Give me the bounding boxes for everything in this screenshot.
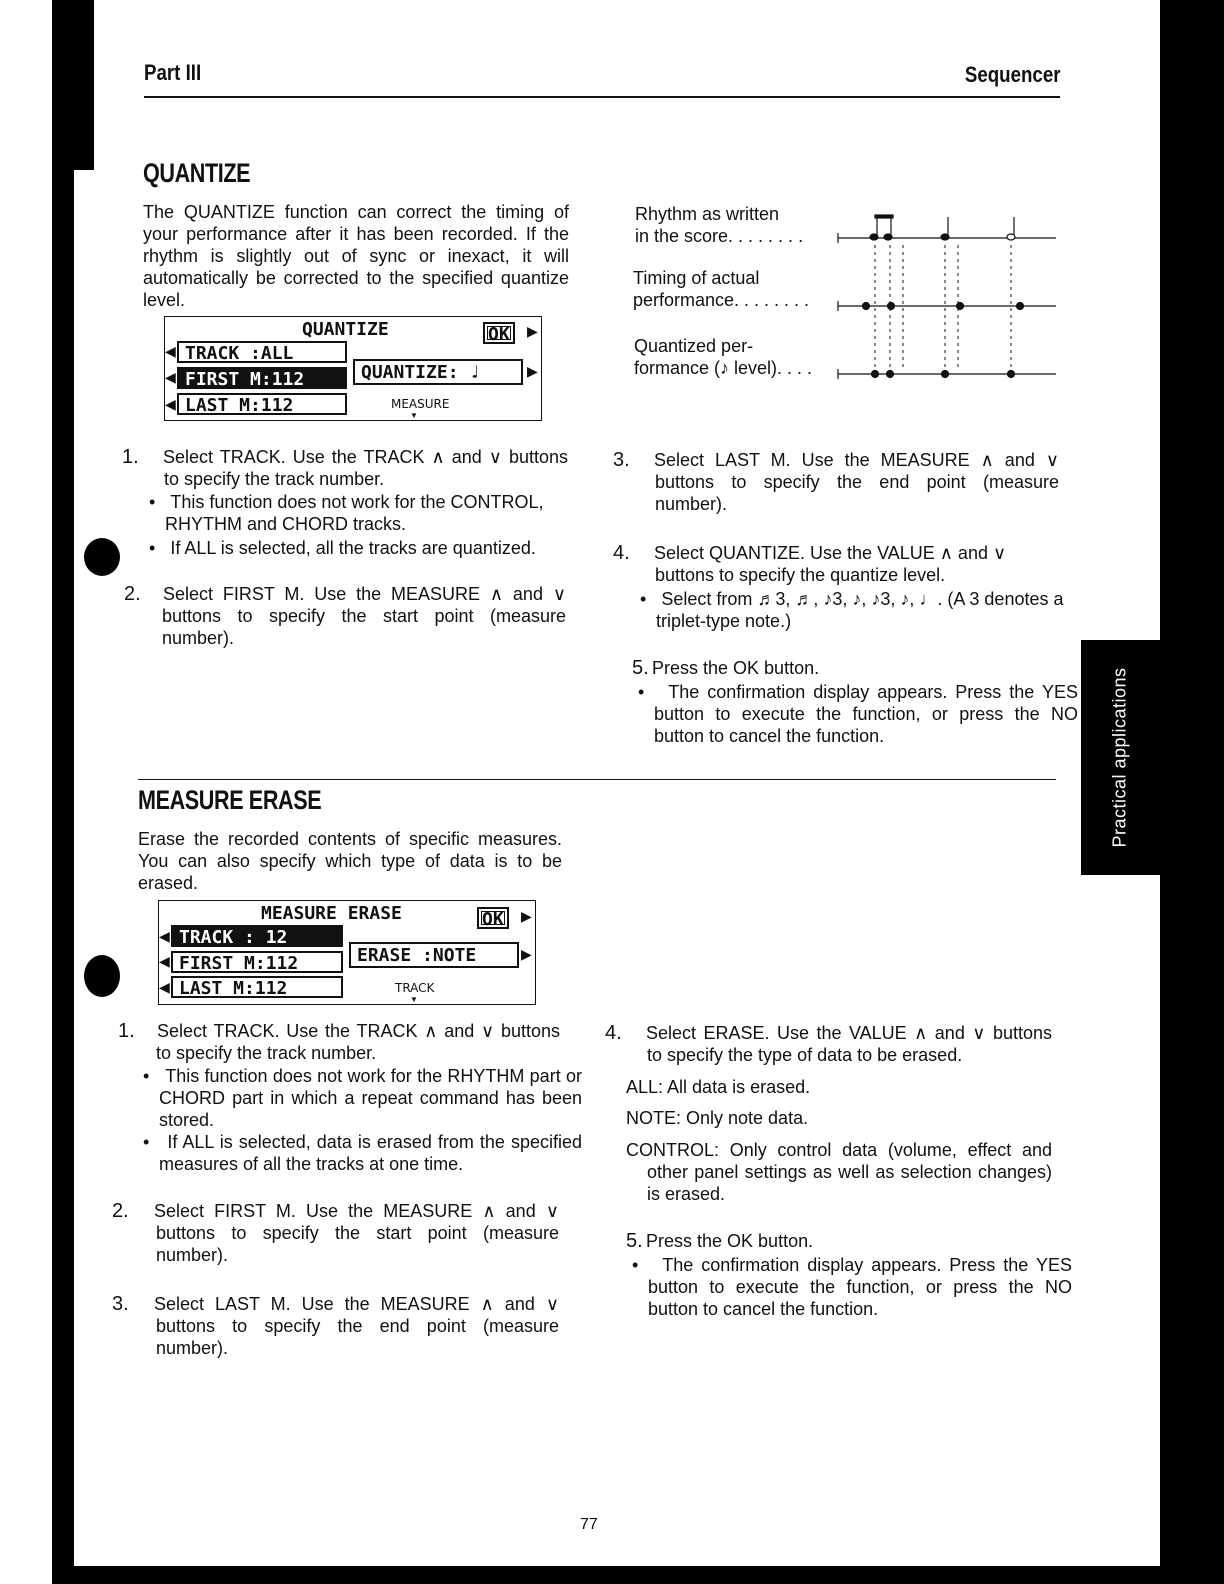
measure-erase-intro: Erase the recorded contents of specific measures. You can also specify which type of data is to be erased. bbox=[138, 829, 562, 893]
quantize-value-field[interactable]: QUANTIZE: ♩ bbox=[353, 359, 523, 385]
ok-arrow-icon: ▶ bbox=[521, 908, 532, 924]
value-right-arrow-icon: ▶ bbox=[521, 946, 532, 962]
track-left-arrow-icon: ◀ bbox=[165, 343, 176, 359]
quantize-step-5: 5. Press the OK button. bbox=[632, 657, 820, 679]
side-tab bbox=[1081, 640, 1160, 875]
first-measure-field[interactable]: FIRST M:112 bbox=[171, 951, 343, 973]
first-left-arrow-icon: ◀ bbox=[165, 369, 176, 385]
erase-bullet-1: • This function does not work for the RHYTHM part or CHORD part in which a repeat command has been stored. bbox=[143, 1066, 582, 1130]
erase-step-2: 2. Select FIRST M. Use the MEASURE ∧ and ∨ buttons to specify the start point (measure number). bbox=[112, 1200, 559, 1265]
lcd-title: QUANTIZE bbox=[302, 319, 389, 340]
erase-value-field[interactable]: ERASE :NOTE bbox=[349, 942, 519, 968]
section-divider bbox=[138, 779, 1056, 780]
header-section: Sequencer bbox=[964, 62, 1060, 87]
header-rule bbox=[144, 96, 1060, 98]
ok-button[interactable]: OK bbox=[483, 322, 515, 344]
quantize-title: QUANTIZE bbox=[143, 158, 251, 188]
erase-option-note: NOTE: Only note data. bbox=[626, 1108, 809, 1128]
ok-arrow-icon: ▶ bbox=[527, 323, 538, 339]
last-left-arrow-icon: ◀ bbox=[165, 396, 176, 412]
last-measure-field[interactable]: LAST M:112 bbox=[171, 976, 343, 998]
rhythm-diagram bbox=[830, 205, 1060, 385]
lcd-title: MEASURE ERASE bbox=[261, 903, 402, 924]
scan-border-left bbox=[52, 0, 74, 1584]
page-number: 77 bbox=[580, 1516, 598, 1533]
quantize-lcd bbox=[164, 316, 542, 421]
footer-down-arrow-icon: ▼ bbox=[410, 995, 418, 1004]
last-measure-field[interactable]: LAST M:112 bbox=[177, 393, 347, 415]
rhythm-label-quantized: Quantized per- formance (♪ level). . . . bbox=[634, 336, 813, 378]
quantize-bullet-4: • The confirmation display appears. Press the YES button to execute the function, or press the NO button to cancel the function. bbox=[638, 682, 1078, 746]
rhythm-label-written: Rhythm as written in the score. . . . . . . . bbox=[635, 204, 804, 246]
lcd-footer-label: MEASURE bbox=[391, 397, 450, 411]
erase-bullet-3: • The confirmation display appears. Press the YES button to execute the function, or press the NO button to cancel the function. bbox=[632, 1255, 1072, 1319]
value-right-arrow-icon: ▶ bbox=[527, 363, 538, 379]
erase-option-all: ALL: All data is erased. bbox=[626, 1077, 811, 1097]
rhythm-label-actual: Timing of actual performance. . . . . . . . bbox=[633, 268, 810, 310]
quantize-step-1: 1. Select TRACK. Use the TRACK ∧ and ∨ buttons to specify the track number. bbox=[122, 446, 568, 489]
first-left-arrow-icon: ◀ bbox=[159, 953, 170, 969]
last-left-arrow-icon: ◀ bbox=[159, 979, 170, 995]
quantize-bullet-1: • This function does not work for the CONTROL, RHYTHM and CHORD tracks. bbox=[149, 492, 544, 534]
quantize-bullet-3: • Select from ♬3, ♬, ♪3, ♪, ♪3, ♪, ♩. (A 3 denotes a triplet-type note.) bbox=[640, 589, 1064, 631]
binder-hole-bottom bbox=[84, 955, 120, 997]
measure-erase-title: MEASURE ERASE bbox=[138, 785, 322, 815]
quantize-step-2: 2. Select FIRST M. Use the MEASURE ∧ and ∨ buttons to specify the start point (measure number). bbox=[124, 583, 566, 648]
erase-option-control: CONTROL: Only control data (volume, effect and other panel settings as well as selection changes) is erased. bbox=[626, 1140, 1052, 1204]
track-field[interactable]: TRACK :ALL bbox=[177, 341, 347, 363]
side-tab-label: Practical applications bbox=[1110, 667, 1130, 848]
first-measure-field[interactable]: FIRST M:112 bbox=[177, 367, 347, 389]
scan-border-right bbox=[1160, 0, 1224, 1584]
ok-button[interactable]: OK bbox=[477, 907, 509, 929]
lcd-footer-label: TRACK bbox=[395, 981, 435, 995]
quantize-step-4: 4. Select QUANTIZE. Use the VALUE ∧ and ∨ buttons to specify the quantize level. bbox=[613, 542, 1007, 585]
quantize-intro: The QUANTIZE function can correct the timing of your performance after it has been recorded. If the rhythm is slightly out of sync or inexact, it will automatically be corrected to the specified quantize level. bbox=[143, 202, 569, 310]
erase-step-1: 1. Select TRACK. Use the TRACK ∧ and ∨ buttons to specify the track number. bbox=[118, 1020, 560, 1063]
erase-step-3: 3. Select LAST M. Use the MEASURE ∧ and ∨ buttons to specify the end point (measure number). bbox=[112, 1293, 559, 1358]
track-left-arrow-icon: ◀ bbox=[159, 928, 170, 944]
erase-step-5: 5. Press the OK button. bbox=[626, 1230, 814, 1252]
measure-erase-lcd bbox=[158, 900, 536, 1005]
quantize-step-3: 3. Select LAST M. Use the MEASURE ∧ and ∨ buttons to specify the end point (measure number). bbox=[613, 449, 1059, 514]
quantize-bullet-2: • If ALL is selected, all the tracks are quantized. bbox=[149, 538, 536, 558]
scan-border-left-top bbox=[74, 0, 94, 170]
scan-border-bottom bbox=[52, 1566, 1224, 1584]
erase-step-4: 4. Select ERASE. Use the VALUE ∧ and ∨ buttons to specify the type of data to be erased. bbox=[605, 1022, 1052, 1065]
erase-bullet-2: • If ALL is selected, data is erased from the specified measures of all the tracks at one time. bbox=[143, 1132, 582, 1174]
track-field[interactable]: TRACK : 12 bbox=[171, 925, 343, 947]
footer-down-arrow-icon: ▼ bbox=[410, 411, 418, 420]
header-part: Part III bbox=[144, 60, 202, 85]
binder-hole-top bbox=[84, 538, 120, 576]
